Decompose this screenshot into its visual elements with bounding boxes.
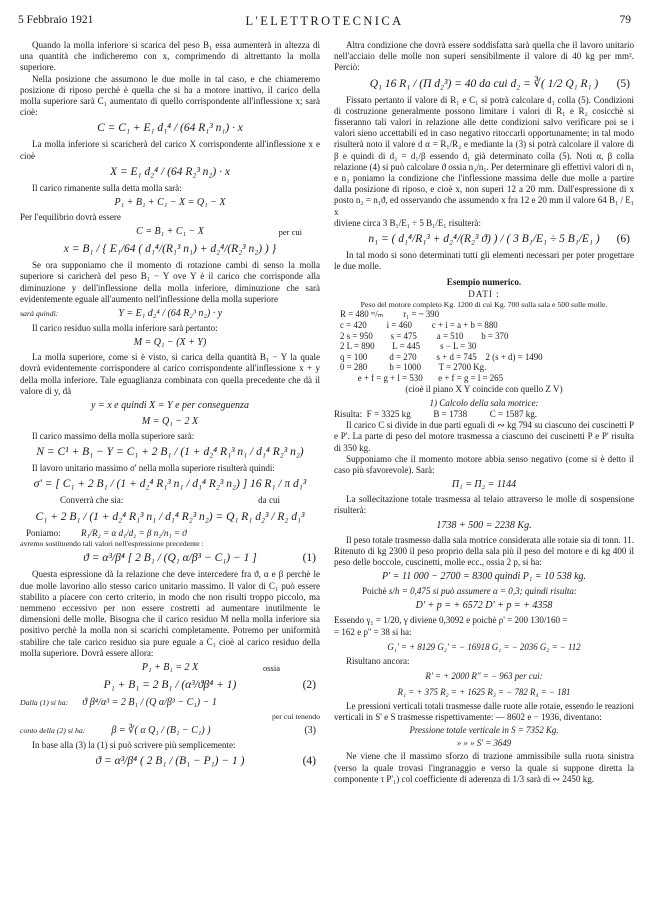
paragraph: Essendo γ₁ = 1/20, γ diviene 0,3092 e poichè ρ' = 200 130/160 = xyxy=(334,615,568,626)
equation-text: Q₁ 16 R₁ / (Π d₂³) = 40 da cui d₂ = ∛( 1/2 Q₁ R₁ ) xyxy=(369,77,599,90)
equation xyxy=(20,753,320,770)
paragraph: Questa espressione dà la relazione che deve intercedere fra ϑ, α e β perchè le due molle lavorino allo stesso carico unitario massimo. Il valor di C₁ può essere stabilito a piacere con certo criterio, in modo che non risulti troppo piccolo, ma nemmeno eccessivo per non essere costretti ad aumentare inutilmente le dimensioni delle molle. Bisogna che il carico residuo M nella molla inferiore sia positivo perchè la molla non si scarichi completamente. Potremo per uniformità stabilire che tale carico residuo sia pure eguale a C₁ cioè al carico residuo della molla superiore. Dovrà essere allora: xyxy=(20,569,320,658)
paragraph: Le pressioni verticali totali trasmesse dalle ruote alle rotaie, essendo le reazioni verticali in S' e S trasmesse rispettivamente: — 8602 e − 1936, diventano: xyxy=(334,700,634,723)
page-header xyxy=(18,14,631,30)
equation xyxy=(20,696,320,710)
journal-title: L'ELETTROTECNICA xyxy=(245,14,404,28)
equation: » » » S' = 3649 xyxy=(456,738,512,749)
equation: σ' = [ C₁ + 2 B₁ / (1 + d₂⁴ R₁³ n₁ / d₁⁴ R₂³ n₂) ] 16 R₁ / π d₁³ xyxy=(33,478,307,491)
equation-text: C = B₁ + C₁ − X xyxy=(136,226,204,238)
paragraph: Risultano ancora: xyxy=(346,655,410,666)
data-row: c = 420 i = 460 c + i = a + b = 880 xyxy=(340,319,498,330)
paragraph: Il lavoro unitario massimo σ' nella molla superiore risulterà quindi: xyxy=(32,463,275,474)
paragraph xyxy=(334,586,634,597)
equation xyxy=(20,550,320,567)
data-caption: Peso del motore completo Kg. 1200 di cui Kg. 700 sulla sala e 500 sulle molle. xyxy=(360,299,608,309)
equation-text: P₁ + B₁ = 2 X xyxy=(141,662,199,673)
equation: x = B₁ / { E₁/64 ( d₁⁴/(R₁³ n₁) + d₂⁴/(R₂³ n₂) ) } xyxy=(63,243,277,256)
equation xyxy=(20,724,320,738)
equation: C = C₁ + E₁ d₁⁴ / (64 R₁³ n₁) · x xyxy=(97,122,243,135)
equation-text: P₁ + B₁ = 2 B₁ / (α³/ϑβ⁴ + 1) xyxy=(103,679,237,691)
equation-number: (1) xyxy=(302,552,316,565)
paragraph: In tal modo si sono determinati tutti gli elementi necessari per poter progettare le due molle. xyxy=(334,250,634,272)
paragraph xyxy=(20,528,320,539)
equation: N = C¹ + B₁ − Y = C₁ + 2 B₁ / (1 + d₂⁴ R₁³ n₁ / d₁⁴ R₂³ n₂) xyxy=(36,446,304,459)
equation-note: per cui xyxy=(278,227,302,238)
page-number: 79 xyxy=(619,14,631,26)
paragraph: Altra condizione che dovrà essere soddisfatta sarà quella che il lavoro unitario nell'acciaio delle molle non superi sensibilmente il valore di 40 kg per mm². Perciò: xyxy=(334,40,634,73)
paragraph: Il carico C si divide in due parti eguali di ∾ kg 794 su ciascuno dei cuscinetti P e P'. La parte di peso del motore trasmessa a ciascuno dei cuscinetti P e P' risulta di 350 kg. xyxy=(334,420,634,453)
issue-date: 5 Febbraio 1921 xyxy=(18,14,94,26)
paragraph: La sollecitazione totale trasmessa al telaio attraverso le molle di sospensione risulterà: xyxy=(334,494,634,516)
data-note: (cioè il piano X Y coincide con quello Z V) xyxy=(405,383,563,394)
paragraph: Il carico residuo sulla molla inferiore sarà pertanto: xyxy=(32,323,218,334)
paragraph-text: Converrà che sia: xyxy=(60,495,124,506)
equation-number: (2) xyxy=(302,679,316,691)
paragraph: In base alla (3) la (1) si può scrivere più semplicemente: xyxy=(32,739,236,750)
equation-note: ossia xyxy=(263,663,280,673)
result-line: Risulta: F = 3325 kg B = 1738 C = 1587 kg. xyxy=(334,408,538,419)
paragraph: diviene circa 3 B₁/E₁ ÷ 5 B₁/E₁ risulterà: xyxy=(334,217,481,228)
equation: Π₁ = Π₂ = 1144 xyxy=(451,479,517,491)
paragraph: avremo sostituendo tali valori nell'espressione precedente : xyxy=(20,538,204,548)
equation-note: da cui xyxy=(258,495,280,506)
equation: G₁' = + 8129 G₂' = − 16918 G₁ = − 2036 G₂ = − 112 xyxy=(387,641,581,652)
equation-text: ϑ = α³/β⁴ [ 2 B₁ / (Q₁ α/β³ − C₁) − 1 ] xyxy=(83,552,257,565)
data-row: e + f = g + l = 530 e + f = g = l = 265 xyxy=(340,372,504,383)
paragraph: = 162 e p'' = 38 si ha: xyxy=(334,626,412,637)
equation: R' = + 2000 R'' = − 963 per cui: xyxy=(425,670,543,681)
equation-text: β = ∛( α Q₁ / (B₁ − C₁) ) xyxy=(111,724,211,736)
equation: 1738 + 500 = 2238 Kg. xyxy=(436,519,532,531)
paragraph: Il carico massimo della molla superiore sarà: xyxy=(32,431,195,442)
equation xyxy=(20,307,320,321)
equation-text: R₁/R₂ = α d₁/d₂ = β n₂/n₁ = ϑ xyxy=(80,527,187,538)
paragraph: Nella posizione che assumono le due molle in tal caso, e che chiameremo posizione di riposo perchè è quella che si ha a motore inattivo, il carico della molla superiore sarà C₁ aumentato di quello corrispondente all'inflessione x; sarà cioè: xyxy=(20,73,320,118)
equation-number: (6) xyxy=(616,233,630,246)
equation-text: n₁ = ( d₁⁴/R₁³ + d₂⁴/(R₂³ ϑ) ) / ( 3 B₁/E₁ ÷ 5 B₁/E₁ ) xyxy=(368,233,600,246)
paragraph: per cui tenendo xyxy=(271,712,320,721)
equation-text: ϑ β⁴/α³ = 2 B₁ / (Q α/β³ − C₁) − 1 xyxy=(82,697,217,708)
section-heading: Esempio numerico. xyxy=(446,277,522,288)
equation xyxy=(20,661,320,675)
equation xyxy=(20,677,320,694)
right-column xyxy=(334,40,634,892)
equation-number: (5) xyxy=(616,77,630,90)
equation-note: conto della (2) si ha: xyxy=(20,725,86,735)
paragraph: Il peso totale trasmesso dalla sala motrice considerata alle rotaie sia di tonn. 11. Ritenuto di kg 2300 il peso proprio della sala più il peso del motore e di kg 400 il peso delle boccole, cuscinetti, molle ecc., ossia 2 p, si ha: xyxy=(334,534,634,567)
data-table xyxy=(334,309,634,383)
data-heading: DATI : xyxy=(468,288,500,299)
equation: X = E₁ d₂⁴ / (64 R₂³ n₂) · x xyxy=(110,165,230,178)
paragraph: Se ora supponiamo che il momento di rotazione cambi di senso la molla superiore si caricherà del peso B₁ − Y ove Y è il carico che corrisponde alla diminuzione y dell'inflessione della molla inferiore, diminuzione che sarà evidentemente eguale all'aumento nell'inflessione della molla superiore xyxy=(20,260,320,304)
data-row: R = 480 ᵐ/ₘ r₁ = ~ 390 xyxy=(340,309,440,320)
equation: D' + p = + 6572 D' + p = + 4358 xyxy=(415,600,553,612)
equation: R₁ = + 375 R₂ = + 1625 R₃ = − 782 R₄ = − 181 xyxy=(397,686,571,697)
data-row: 2 L = 890 L = 445 s − L = 30 xyxy=(340,341,477,352)
data-row: 2 s = 950 s = 475 a = 510 b = 370 xyxy=(340,330,509,341)
paragraph-text: Poniamo: xyxy=(26,527,61,538)
equation: P₁ + B₁ + C₁ − X = Q₁ − X xyxy=(114,197,226,209)
equation: C₁ + 2 B₁ / (1 + d₂⁴ R₁³ n₁ / d₁⁴ R₂³ n₂) = Q₁ R₁ d₂³ / R₂ d₁³ xyxy=(35,510,305,523)
equation-note: Dalla (1) si ha: xyxy=(20,698,69,707)
paragraph: La molla superiore, come si è visto, si carica della quantità B₁ − Y la quale dovrà evidentemente corrispondere al carico corrispondente all'inflessione x + y della molla inferiore. Tale eguaglianza combinata con quella precedente che dà il valore di y, dà xyxy=(20,352,320,396)
paragraph: Per l'equilibrio dovrà essere xyxy=(20,212,121,223)
equation xyxy=(20,225,320,239)
equation-number: (4) xyxy=(302,754,316,767)
paragraph: Il carico rimanente sulla detta molla sarà: xyxy=(32,182,182,193)
paragraph: Fissato pertanto il valore di R₁ e C₁ si potrà calcolare d₁ colla (5). Condizioni di costruzione generalmente possono limitare i valori di R₁ e R₂ cosicchè si fisseranno tali valori in relazione alle dette condizioni salvo verificare poi se i valori sieno accettabili ed in caso negativo ritoccarli opportunamente; in tal modo risulterà noto il valore d α = R₁/R₂ e mediante la (3) si potrà calcolare il valore di β e quindi di d₂ = d₁/β essendo d₁ già determinato colla (5). Noti α, β colla relazione (4) si può calcolare ϑ ossia n₂/n₁. Per determinare gli effettivi valori di n₁ e n₂ poniamo la condizione che l'inflessione massima delle due molle a partire dalla posizione di riposo, e cioè x, non superi 12 a 20 mm. Dall'espressione di x posto n₂ = n₁ϑ, ed osservando che assumendo x fra 12 e 20 mm il valore 64 B₁ / E₁ x xyxy=(334,94,634,217)
data-row: 0 = 280 b = 1000 T = 2700 Kg. xyxy=(340,362,487,373)
equation-number: (3) xyxy=(304,724,316,736)
equation: P' = 11 000 − 2700 = 8300 quindi P₁ = 10 538 kg. xyxy=(381,571,587,583)
equation-text: s/h = 0,475 si può assumere α = 0,3; quindi risulta: xyxy=(388,586,577,597)
equation: M = Q₁ − 2 X xyxy=(141,416,199,428)
paragraph: Quando la molla inferiore si scarica del peso B₁ essa aumenterà in altezza di una quantità che indicheremo con x, comprimendo di altrettanto la molla superiore. xyxy=(20,40,320,73)
equation-text: Y = E₁ d₂⁴ / (64 R₂³ n₂) · y xyxy=(118,308,223,320)
equation: M = Q₁ − (X + Y) xyxy=(133,337,207,349)
subsection-heading: 1) Calcolo della sala motrice: xyxy=(429,397,539,408)
paragraph xyxy=(20,495,320,506)
equation: Pressione totale verticale in S = 7352 Kg. xyxy=(409,725,559,736)
equation xyxy=(334,76,634,93)
equation-text: ϑ = α³/β⁴ ( 2 B₁ / (B₁ − P₁) − 1 ) xyxy=(95,754,245,767)
equation: y = x e quindi X = Y e per conseguenza xyxy=(91,400,249,412)
equation xyxy=(334,231,634,248)
paragraph: Ne viene che il massimo sforzo di trazione ammissibile sulla ruota sinistra (verso la quale trovasi l'ingranaggio e verso la quale si suppone diretta la componente τ P'₁) col coefficiente di aderenza di 1/3 sarà di ∾ 2450 kg. xyxy=(334,751,634,784)
paragraph-text: Poichè xyxy=(362,586,387,597)
paragraph: La molla inferiore si scaricherà del carico X corrispondente all'inflessione x e cioè xyxy=(20,139,320,161)
data-row: q = 100 d = 270 s + d = 745 2 (s + d) = 1490 xyxy=(340,351,543,362)
paragraph: Supponiamo che il momento motore abbia senso negativo (come si è detto il caso più sfavorevole). Sarà: xyxy=(334,453,634,475)
left-column xyxy=(20,40,320,892)
equation-note: sarà quindi: xyxy=(20,309,59,319)
